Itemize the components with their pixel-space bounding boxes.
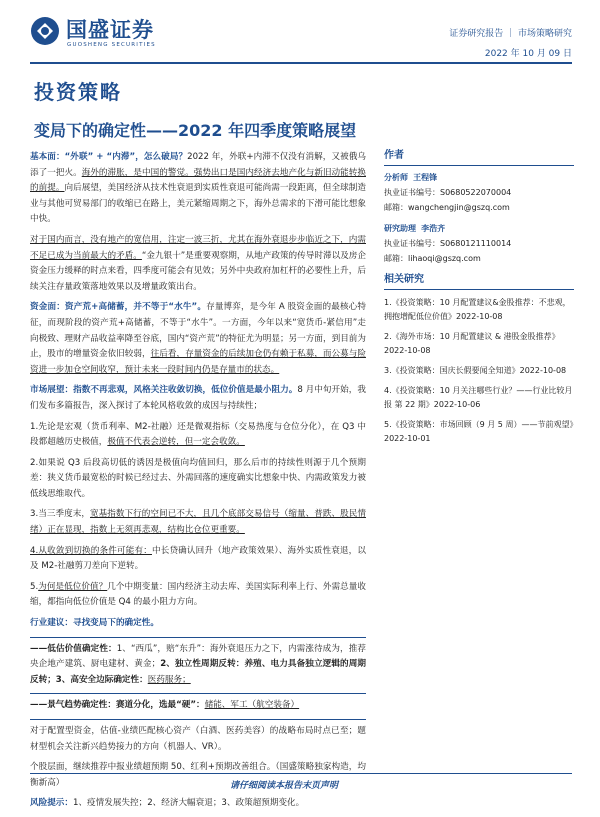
logo-text-en: GUOSHENG SECURITIES	[67, 42, 156, 48]
company-logo	[30, 14, 240, 54]
author-email[interactable]: 邮箱：wangchengjin@gszq.com	[384, 203, 510, 212]
label-fundamentals: 基本面：“外联” + “内滞”，怎么破局？	[30, 152, 188, 162]
related-item[interactable]: 4.《投资策略：10 月关注哪些行业？——行业比较月报 第 22 期》2022-10-06	[384, 386, 573, 409]
related-item[interactable]: 3.《投资策略：国庆长假要闻全知道》2022-10-08	[384, 366, 567, 375]
list-item: 4.从收敛到切换的条件可能有：中长贷确认回升（地产政策效果）、海外实质性衰退，以及 M2-社融剪刀差向下逆转。	[30, 545, 367, 572]
related-list	[384, 296, 574, 446]
authors-heading: 作者	[384, 150, 574, 166]
author-analyst: 分析师 王程锋	[384, 173, 438, 182]
label-industry: 行业建议：寻找变局下的确定性。	[30, 618, 159, 629]
author-cert: 执业证书编号：S0680121110014	[384, 239, 512, 248]
list-item: 5.为何是低位价值？几个中期变量：国内经济主动去库、美国实际利率上行、外需总量收缩，都指向低位价值是 Q4 的最小阻力方向。	[30, 581, 366, 608]
main-body	[30, 150, 366, 817]
paragraph-risk: 风险提示：1、疫情发展失控；2、经济大幅衰退；3、政策超预期变化。	[30, 798, 305, 809]
paragraph-outlook: 市场展望：指数不再悲观，风格关注收敛切换，低位价值是最小阻力。8 月中旬开始，我们发布多篇报告，深入探讨了本轮风格收敛的成因与持续性；	[30, 385, 366, 411]
sidebar	[384, 150, 574, 452]
logo-mark-icon	[30, 16, 60, 46]
report-category: 证券研究报告 ｜ 市场策略研究	[449, 29, 572, 39]
author-assistant: 研究助理 李浩齐	[384, 224, 446, 233]
author-cert: 执业证书编号：S0680522070004	[384, 188, 512, 197]
footer-disclaimer: 请仔细阅读本报告末页声明	[230, 781, 339, 791]
paragraph-industry	[30, 616, 366, 632]
paragraph-value: ——低估价值确定性：1、“西瓜”，赔“东升”：海外衰退压力之下，内需涨待成为，推荐央企地产建筑、厨电建材、黄金；2、独立性周期反转：养殖、电力具备独立逻辑的周期反转；3、高安全边际确定性：医药服务；	[30, 643, 366, 685]
list-item: 2.如果说 Q3 后段高切低的诱因是极值向均值回归，那么后市的持续性则源于几个预期差：狭义货币最宽松的时候已经过去、外需回落的速度确实比想象中快、内需政策发力被低线思维取代。	[30, 457, 366, 499]
section-divider	[30, 637, 366, 638]
related-item[interactable]: 2.《海外市场：10 月配置建议 & 港股金股推荐》2022-10-08	[384, 332, 560, 355]
label-outlook: 市场展望：指数不再悲观，风格关注收敛切换，低位价值是最小阻力。	[30, 385, 298, 396]
list-item: 1.先论是宏观（货币利率、M2-社融）还是微观指标（交易热度与仓位分化），在 Q3 中段都超越历史极值，极值不代表会逆转，但一定会收敛。	[30, 421, 366, 448]
related-heading: 相关研究	[384, 274, 574, 290]
paragraph-fundamentals: 基本面：“外联” + “内滞”，怎么破局？2022 年，外联+内滞不仅没有消解，又被俄乌添了一把火。海外的滞胀，是中国的警觉。强势出口是国内经济去地产化与新旧动能转换的前提。向后展望，美国经济从技术性衰退到实质性衰退可能尚需一段距离，但全球制造业与其他可贸易部门的收缩已在路上，美元紧缩周期之下，海外总需求的下滑可能比想象中快。	[30, 152, 366, 225]
author-email[interactable]: 邮箱：lihaoqi@gszq.com	[384, 254, 481, 263]
related-item[interactable]: 1.《投资策略：10 月配置建议&金股推荐：不悲观，拥抱增配低位价值》2022-10-08	[384, 298, 571, 321]
header-divider	[30, 62, 572, 64]
label-funds: 资金面：资产荒+高储蓄，并不等于“水牛”。	[30, 302, 207, 313]
related-item[interactable]: 5.《投资策略：市场回顾（9 月 5 周）——节前观望》2022-10-01	[384, 420, 574, 443]
label-risk: 风险提示：	[30, 798, 73, 809]
section-divider	[30, 719, 366, 720]
page-title: 投资策略	[34, 80, 122, 104]
section-divider	[30, 693, 366, 694]
list-item: 3.当三季度末，宽基指数下行的空间已不大，且几个底部交易信号（缩量、普跌、股民情绪）正在显现，指数上无须再悲观，结构比仓位更重要。	[30, 509, 366, 536]
paragraph-allocation: 对于配置型资金，估值-业绩匹配核心资产（白酒、医药美容）的战略布局时点已至；题材型机会关注新兴趋势接力的方向（机器人、VR）。	[30, 726, 366, 752]
footer-divider	[30, 773, 572, 774]
paragraph-domestic: 对于国内而言，没有地产的宽信用，注定一波三折，尤其在海外衰退步步临近之下，内需不足已成为当前最大的矛盾。“金九银十”是重要观察期，从地产政策的传导时滞以及房企资金压力缓释的时点来看，四季度可能会有见效；另外中央政府加杠杆的必要性上升，后续关注存量政策落地效果以及增量政策出台。	[30, 234, 366, 292]
paragraph-funds: 资金面：资产荒+高储蓄，并不等于“水牛”。存量博弈，是今年 A 股资金面的最核心特征，而现阶段的资产荒+高储蓄，不等于“水牛”。一方面，今年以来“宽货币-紧信用”走向极致、理财产品收益率降至谷底，国内“资产荒”的特征尤为明显；另一方面，到目前为止，股市的增量资金依旧较弱，往后看，存量资金的后续加仓仍有赖于私募，而公募与险资进一步加仓空间收窄，预计未来一段时间内仍是存量市的状态。	[30, 302, 367, 375]
paragraph-stocks: 个股层面，继续推荐中报业绩超预期 50、红利+预期改善组合。（国盛策略独家构造，均衡新高）	[30, 762, 366, 788]
report-date: 2022 年 10 月 09 日	[484, 49, 572, 59]
report-subtitle: 变局下的确定性——2022 年四季度策略展望	[34, 121, 357, 140]
logo-text-cn: 国盛证券	[66, 18, 154, 42]
paragraph-growth: ——景气趋势确定性：赛道分化，选最“硬”：储能、军工（航空装备）	[30, 700, 300, 711]
